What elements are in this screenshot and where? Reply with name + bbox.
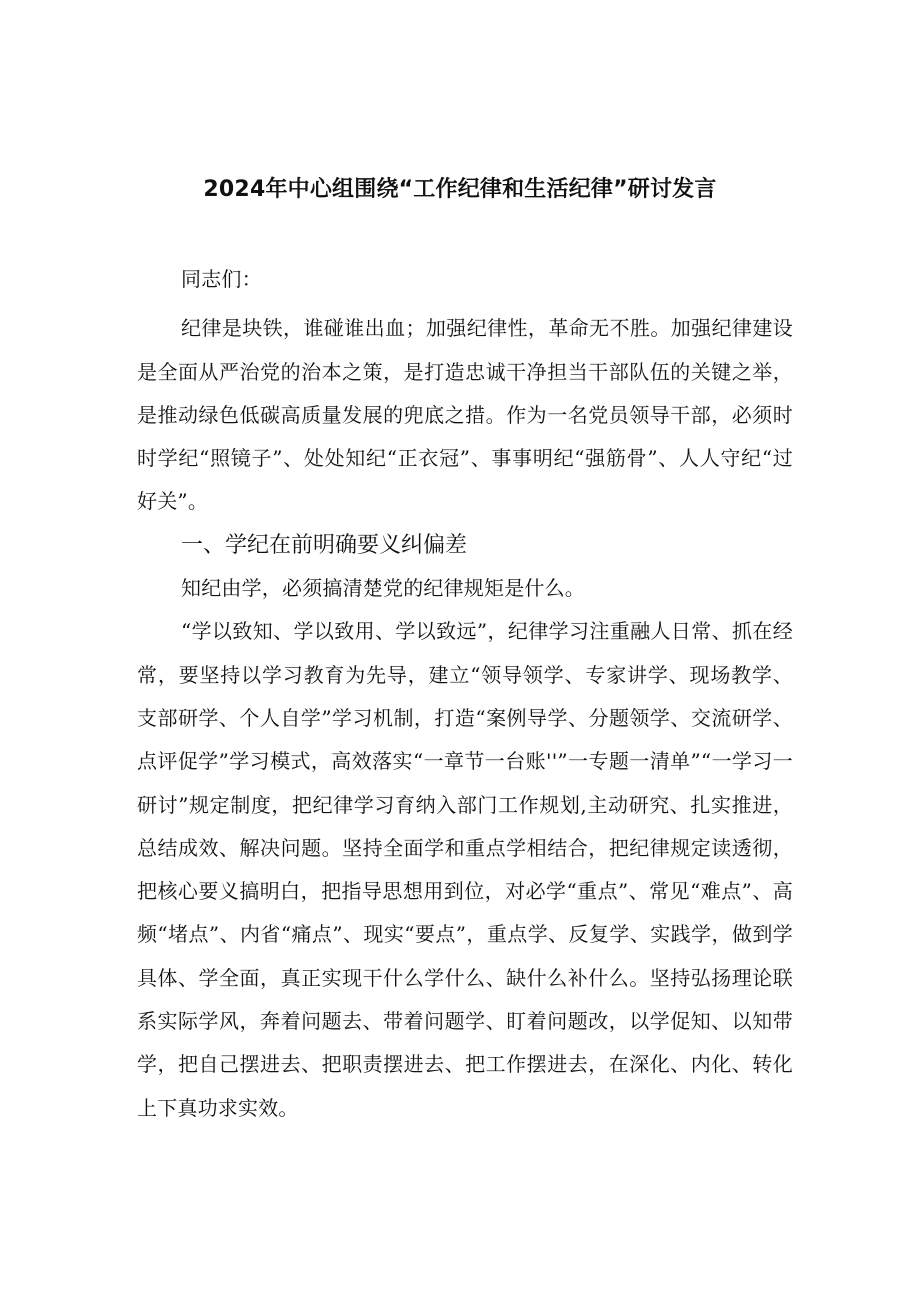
section-body-paragraph: “学以致知、学以致用、学以致远”，纪律学习注重融人日常、抓在经常，要坚持以学习教育为先导，建立“领导领学、专家讲学、现场教学、支部研学、个人自学”学习机制，打造“案例导学、分题领学、交流研学、点评促学”学习模式，高效落实“一章节一台账''”一专题一清单”“一学习一研讨”规定制度，把纪律学习育纳入部门工作规划,主动研究、扎实推进，总结成效、解决问题。坚持全面学和重点学相结合，把纪律规定读透彻，把核心要义搞明白，把指导思想用到位，对必学“重点”、常见“难点”、高频“堵点”、内省“痛点”、现实“要点”，重点学、反复学、实践学，做到学具体、学全面，真正实现干什么学什么、缺什么补什么。坚持弘扬理论联系实际学风，奔着问题去、带着问题学、盯着问题改，以学促知、以知带学，把自己摆进去、把职责摆进去、把工作摆进去，在深化、内化、转化上下真功求实效。 <box>137 619 793 1120</box>
section-lead-paragraph: 知纪由学，必须搞清楚党的纪律规矩是什么。 <box>181 576 585 601</box>
document-title: 2024年中心组围绕“工作纪律和生活纪律”研讨发言 <box>203 177 717 202</box>
document-body <box>137 258 793 1130</box>
intro-paragraph: 纪律是块铁，谁碰谁出血；加强纪律性，革命无不胜。加强纪律建设是全面从严治党的治本之策，是打造忠诚干净担当干部队伍的关键之举，是推动绿色低碳高质量发展的兜底之措。作为一名党员领导干部，必须时时学纪“照镜子”、处处知纪“正衣冠”、事事明纪“强筋骨”、人人守纪“过好关”。 <box>137 316 793 514</box>
section-heading: 一、学纪在前明确要义纠偏差 <box>181 532 468 558</box>
greeting: 同志们： <box>181 267 262 291</box>
